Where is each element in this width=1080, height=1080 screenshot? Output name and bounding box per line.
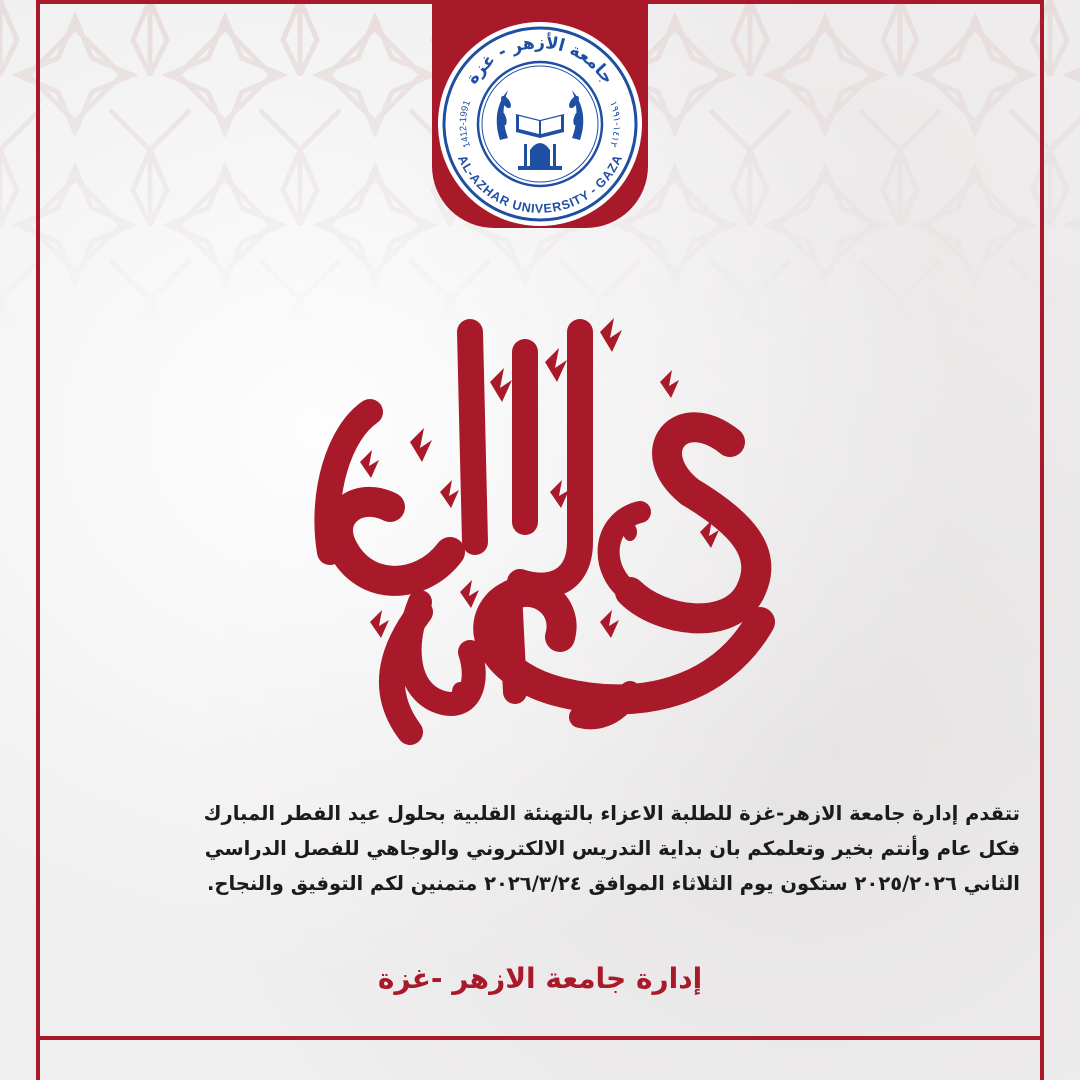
- open-book-icon: [516, 114, 564, 138]
- message-line-1: تتقدم إدارة جامعة الازهر-غزة للطلبة الاعزاء بالتهنئة القلبية بحلول عيد الفطر المبارك: [203, 802, 1020, 825]
- frame-bottom-border: [36, 1036, 1044, 1040]
- frame-right-border: [1040, 0, 1044, 1080]
- greeting-message: [60, 796, 1020, 901]
- logo-years-latin: 1412-1991: [457, 98, 474, 150]
- logo-years-arabic: ١٤١٢-١٩٩١: [607, 99, 623, 149]
- university-logo: [438, 22, 642, 226]
- frame-left-border: [36, 0, 40, 1080]
- signature: إدارة جامعة الازهر -غزة: [377, 962, 703, 995]
- mosque-icon: [518, 143, 562, 170]
- logo-english-name: AL-AZHAR UNIVERSITY - GAZA: [455, 153, 625, 216]
- message-line-2: فكل عام وأنتم بخير وتعلمكم بان بداية التدريس الالكتروني والوجاهي للفصل الدراسي: [204, 837, 1020, 860]
- message-line-3: الثاني ٢٠٢٥/٢٠٢٦ ستكون يوم الثلاثاء الموافق ٢٠٢٦/٣/٢٤ متمنين لكم التوفيق والنجاح.: [206, 872, 1020, 895]
- logo-arabic-name: جامعة الأزهر - غزة: [462, 33, 618, 88]
- eid-mubarak-calligraphy: [300, 292, 800, 752]
